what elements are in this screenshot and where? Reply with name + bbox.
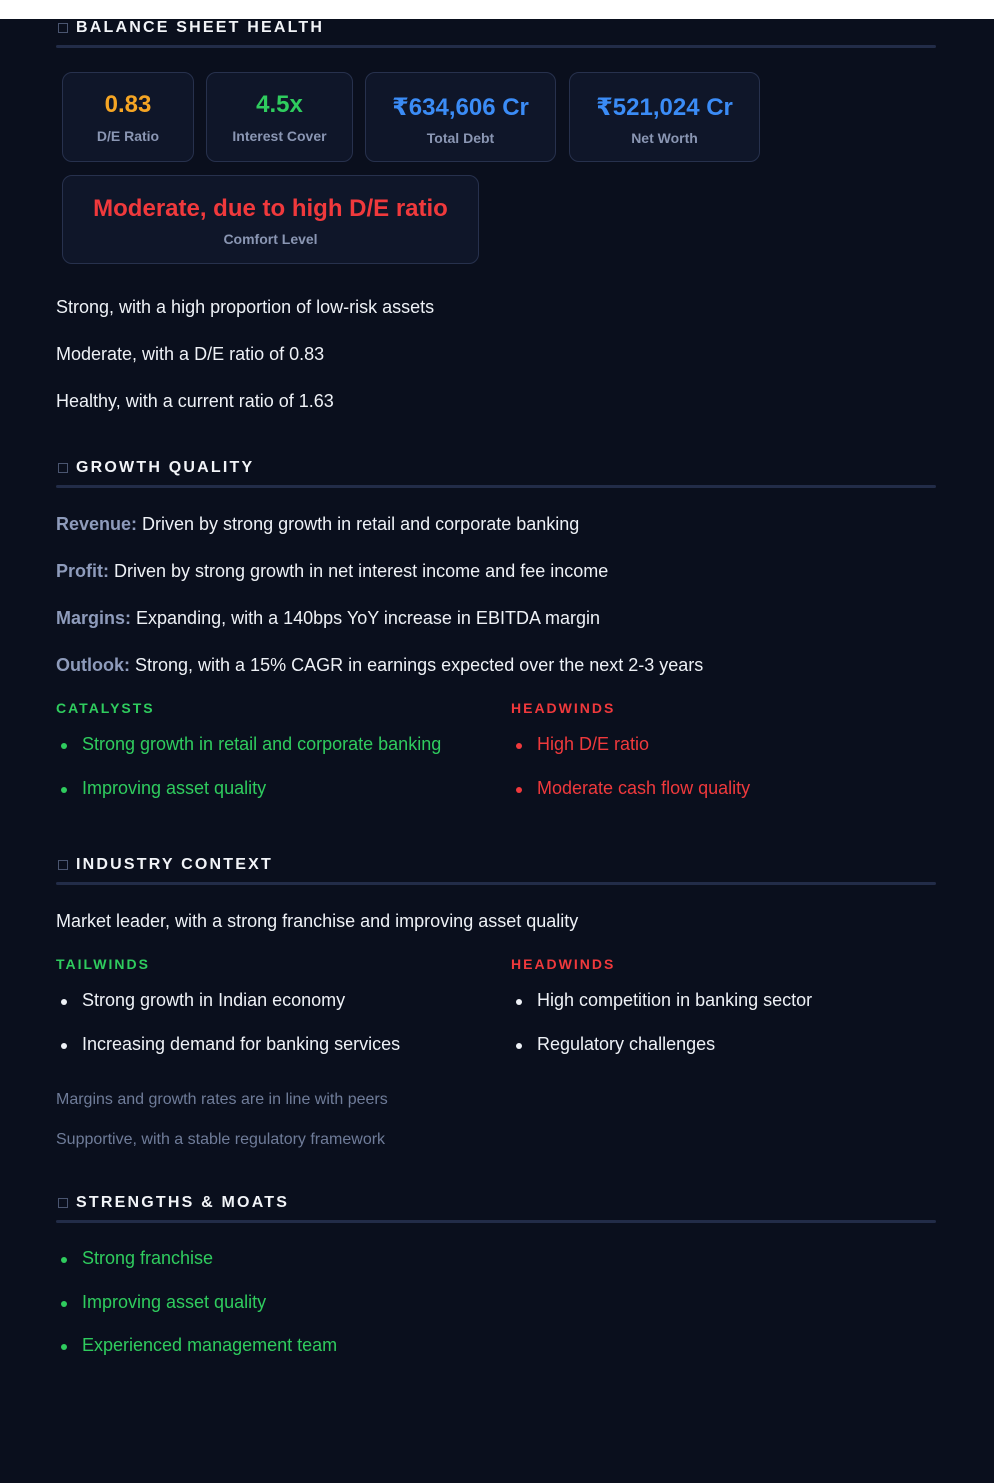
metric-value: ₹634,606 Cr [392, 94, 529, 121]
catalysts-heading: CATALYSTS [56, 700, 155, 716]
catalyst-text: Improving asset quality [82, 778, 267, 798]
tailwind-text: Increasing demand for banking services [82, 1034, 401, 1054]
bullet-dot [61, 1344, 67, 1350]
bullet-dot [61, 999, 67, 1005]
section-divider [56, 882, 936, 885]
industry-headwinds-heading: HEADWINDS [511, 956, 616, 972]
comfort-label: Comfort Level [223, 231, 318, 247]
section-header-strengths-moats [56, 1194, 936, 1212]
tailwinds-heading: TAILWINDS [56, 956, 150, 972]
comfort-value: Moderate, due to high D/E ratio [93, 195, 448, 222]
bullet-dot [61, 787, 67, 793]
section-square-icon [58, 463, 68, 473]
growth-text: Expanding, with a 140bps YoY increase in EBITDA margin [131, 608, 600, 628]
section-title: GROWTH QUALITY [76, 459, 255, 476]
growth-item-profit [56, 561, 608, 582]
growth-text: Strong, with a 15% CAGR in earnings expected over the next 2-3 years [130, 655, 704, 675]
metric-card-interest-cover [206, 72, 353, 162]
headwind-text: High D/E ratio [537, 734, 650, 754]
growth-item-margins [56, 608, 600, 629]
metric-label: D/E Ratio [96, 128, 160, 144]
catalyst-text: Strong growth in retail and corporate banking [82, 734, 442, 754]
metric-card-total-debt [365, 72, 556, 162]
metric-value: ₹521,024 Cr [596, 94, 733, 121]
metric-label: Net Worth [631, 130, 698, 146]
section-title: STRENGTHS & MOATS [76, 1194, 290, 1211]
growth-key: Revenue: [56, 514, 138, 534]
tailwind-text: Strong growth in Indian economy [82, 990, 346, 1010]
headwind-text: Moderate cash flow quality [537, 778, 751, 798]
section-header-growth-quality [56, 459, 936, 477]
industry-note: Supportive, with a stable regulatory framework [56, 1131, 386, 1148]
bullet-dot [61, 1257, 67, 1263]
balance-note: Strong, with a high proportion of low-risk assets [56, 297, 435, 317]
growth-item-revenue [56, 514, 579, 535]
metric-card-de-ratio [62, 72, 194, 162]
metric-label: Interest Cover [232, 128, 327, 144]
section-title: INDUSTRY CONTEXT [76, 856, 273, 873]
comfort-level-card [62, 175, 479, 264]
strength-text: Experienced management team [82, 1335, 338, 1355]
industry-note: Margins and growth rates are in line with peers [56, 1091, 388, 1108]
bullet-dot [516, 1043, 522, 1049]
bullet-dot [516, 743, 522, 749]
bullet-dot [61, 743, 67, 749]
industry-headwind-text: High competition in banking sector [537, 990, 813, 1010]
section-title: BALANCE SHEET HEALTH [76, 19, 325, 36]
industry-headwind-text: Regulatory challenges [537, 1034, 716, 1054]
balance-note: Moderate, with a D/E ratio of 0.83 [56, 344, 325, 364]
growth-item-outlook [56, 655, 703, 676]
bullet-dot [516, 787, 522, 793]
metric-value: 4.5x [256, 91, 303, 118]
section-header-industry-context [56, 856, 936, 874]
top-white-strip [0, 0, 994, 19]
section-divider [56, 45, 936, 48]
bullet-dot [516, 999, 522, 1005]
growth-text: Driven by strong growth in retail and corporate banking [137, 514, 580, 534]
balance-note: Healthy, with a current ratio of 1.63 [56, 391, 334, 411]
growth-key: Profit: [56, 561, 109, 581]
metric-label: Total Debt [426, 130, 495, 146]
growth-key: Margins: [56, 608, 132, 628]
strength-text: Improving asset quality [82, 1292, 267, 1312]
metric-card-net-worth [569, 72, 760, 162]
growth-text: Driven by strong growth in net interest income and fee income [109, 561, 609, 581]
bullet-dot [61, 1301, 67, 1307]
section-divider [56, 485, 936, 488]
section-divider [56, 1220, 936, 1223]
section-square-icon [58, 860, 68, 870]
bullet-dot [61, 1043, 67, 1049]
section-header-balance-sheet [56, 19, 936, 37]
section-square-icon [58, 23, 68, 33]
growth-key: Outlook: [56, 655, 130, 675]
metric-value: 0.83 [104, 91, 152, 118]
strength-text: Strong franchise [82, 1248, 214, 1268]
headwinds-heading: HEADWINDS [511, 700, 616, 716]
section-square-icon [58, 1198, 68, 1208]
industry-summary: Market leader, with a strong franchise and improving asset quality [56, 911, 579, 931]
